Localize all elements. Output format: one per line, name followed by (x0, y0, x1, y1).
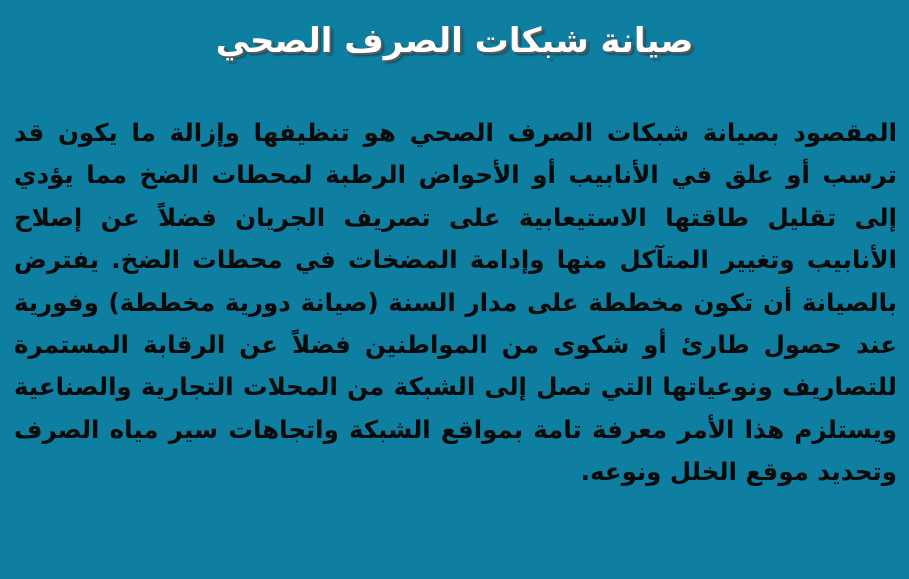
slide-title: صيانة شبكات الصرف الصحي (215, 21, 694, 61)
slide-body-text: المقصود بصيانة شبكات الصرف الصحي هو تنظيفها وإزالة ما يكون قد ترسب أو علق في الأنابيب أو الأحواض الرطبة لمحطات الضخ مما يؤدي إلى تقليل طاقتها الاستيعابية على تصريف الجريان فضلاً عن إصلاح الأنابيب وتغيير المتآكل منها وإدامة المضخات في محطات الضخ. يفترض بالصيانة أن تكون مخططة على مدار السنة (صيانة دورية مخططة) وفورية عند حصول طارئ أو شكوى من المواطنين فضلاً عن الرقابة المستمرة للتصاريف ونوعياتها التي تصل إلى الشبكة من المحلات التجارية والصناعية ويستلزم هذا الأمر معرفة تامة بمواقع الشبكة واتجاهات سير مياه الصرف وتحديد موقع الخلل ونوعه. (14, 118, 897, 487)
